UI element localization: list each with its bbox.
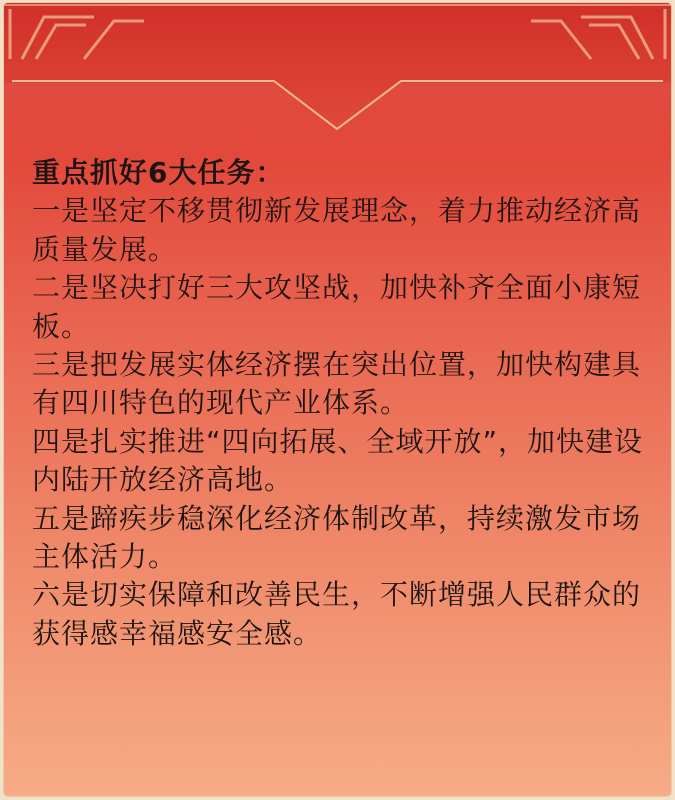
task-item-4: 四是扎实推进“四向拓展、全域开放”，加快建设内陆开放经济高地。: [32, 424, 644, 497]
task-item-3: 三是把发展实体经济摆在突出位置，加快构建具有四川特色的现代产业体系。: [32, 348, 642, 420]
task-item-2: 二是坚决打好三大攻坚战，加快补齐全面小康短板。: [32, 271, 642, 343]
task-item-5: 五是蹄疾步稳深化经济体制改革，持续激发市场主体活力。: [32, 501, 642, 574]
task-item-6: 六是切实保障和改善民生，不断增强人民群众的获得感幸福感安全感。: [32, 578, 642, 650]
section-title: 重点抓好6大任务：: [32, 156, 285, 189]
task-item-1: 一是坚定不移贯彻新发展理念，着力推动经济高质量发展。: [32, 194, 642, 266]
task-list: [32, 154, 652, 653]
task-card: [4, 3, 671, 796]
decorative-banner: [4, 3, 671, 153]
